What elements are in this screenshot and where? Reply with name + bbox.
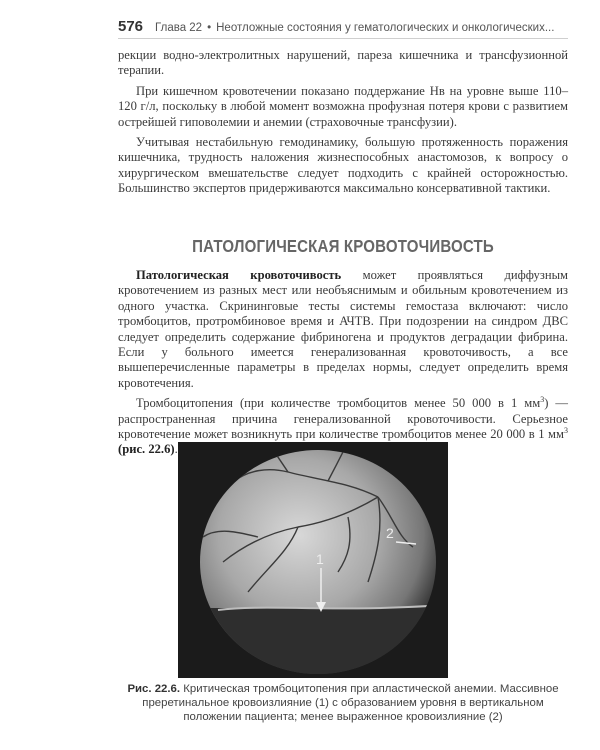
top-text-block — [118, 48, 568, 197]
superscript: 3 — [564, 425, 568, 435]
section-text-block — [118, 268, 568, 458]
paragraph-text: Тромбоцитопения (при количестве тромбоцитов менее 50 000 в 1 мм — [136, 396, 541, 411]
figure-caption — [118, 682, 568, 724]
bold-term: Патологическая кровоточивость — [136, 268, 342, 282]
fundus-photograph — [178, 442, 448, 678]
paragraph-text: ) — распространенная причина генерализованной кровоточивости. Серьезное кровотечение может возникнуть при количестве тромбоцитов менее 20 000 в 1 мм — [118, 396, 569, 442]
figure-reference: (рис. 22.6) — [118, 442, 175, 457]
paragraph: При кишечном кровотечении показано поддержание Hв на уровне выше 110–120 г/л, поскольку в любой момент возможна профузная потеря крови с развитием острейшей гиповолемии и анемии (страховочные трансфузии). — [118, 83, 568, 129]
paragraph-text: может проявляться диффузным кровотечением из разных мест или необъяснимым и обильным кровотечением из одного участка. Скрининговые тесты системы гемостаза включают: число тромбоцитов, протромбиновое время и АЧТВ. При подозрении на синдром ДВС следует определить содержание фибриногена и продуктов деградации фибрина. Если у больного имеется генерализованная кровоточивость, а все вышеперечисленные параметры в пределах нормы, следует определить время кровотечения. — [118, 268, 569, 390]
paragraph: Учитывая нестабильную гемодинамику, большую протяженность поражения кишечника, трудность наложения жизнеспособных анастомозов, к вопросу о хирургическом вмешательстве следует подходить с крайней осторожностью. Большинство экспертов придерживаются максимально консервативной тактики. — [118, 135, 568, 196]
section-heading: ПАТОЛОГИЧЕСКАЯ КРОВОТОЧИВОСТЬ — [192, 236, 494, 256]
paragraph: рекции водно-электролитных нарушений, пареза кишечника и трансфузионной терапии. — [118, 48, 568, 78]
running-header — [118, 18, 568, 39]
page-number: 576 — [118, 18, 144, 35]
chapter-title: Неотложные состояния у гематологических и онкологических... — [216, 22, 555, 34]
paragraph-text: . — [174, 442, 178, 457]
svg-text:1: 1 — [316, 551, 324, 567]
paragraph — [118, 268, 568, 391]
separator-dot: • — [207, 22, 212, 34]
svg-text:2: 2 — [386, 525, 394, 541]
superscript: 3 — [540, 395, 545, 405]
chapter-label: Глава 22 — [155, 22, 203, 34]
caption-label: Рис. 22.6. — [127, 683, 181, 695]
caption-text: Критическая тромбоцитопения при апластической анемии. Массивное преретинальное кровоизлияние (1) с образованием уровня в вертикальном положении пациента; менее выраженное кровоизлияние (2) — [142, 683, 559, 723]
fundus-image — [178, 442, 448, 678]
